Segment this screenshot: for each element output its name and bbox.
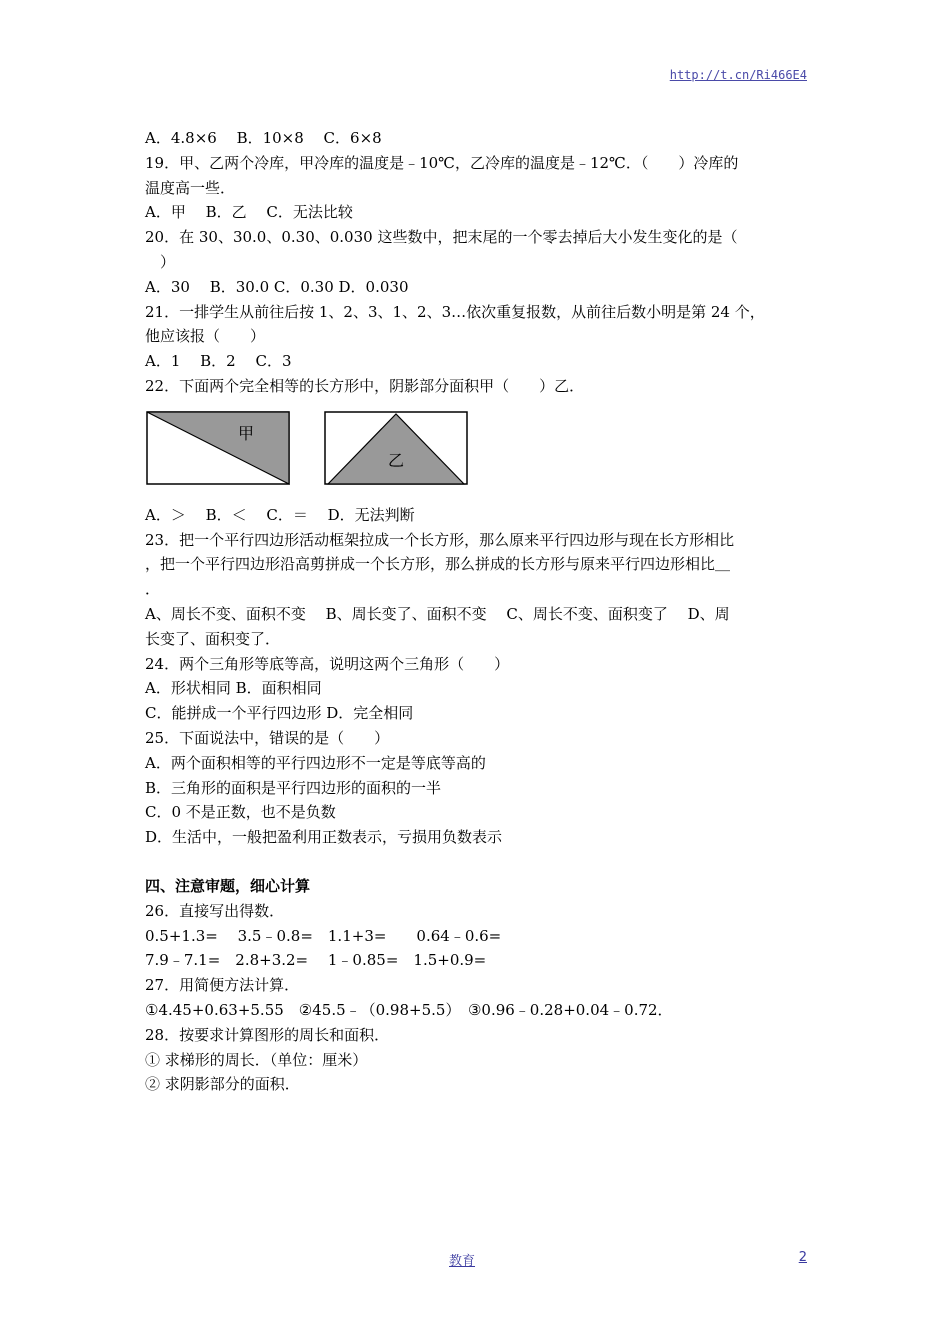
- footer-link[interactable]: 教育: [449, 1254, 476, 1269]
- text-line: A．＞ B．＜ C．＝ D．无法判断: [145, 505, 415, 524]
- text-line: ）: [145, 252, 176, 271]
- text-line: 长变了、面积变了．: [145, 629, 281, 648]
- page-number: 2: [798, 1250, 807, 1265]
- text-line: 27．用简便方法计算．: [145, 976, 300, 995]
- text-line: 21．一排学生从前往后按 1、2、3、1、2、3…依次重复报数，从前往后数小明是第 24 个，: [145, 302, 765, 321]
- text-line: A．1 B．2 C．3: [145, 352, 292, 371]
- header-link[interactable]: http://t.cn/Ri466E4: [669, 68, 807, 82]
- text-line: 19．甲、乙两个冷库，甲冷库的温度是﹣10℃，乙冷库的温度是﹣12℃．（ ）冷库的: [145, 153, 739, 172]
- text-line: ．: [145, 580, 161, 599]
- text-line: A．30 B．30.0 C．0.30 D．0.030: [145, 277, 409, 296]
- label-yi: 乙: [388, 451, 405, 470]
- section-gap: [145, 850, 810, 874]
- text-line: 25．下面说法中，错误的是（ ）: [145, 728, 390, 747]
- text-line: 28．按要求计算图形的周长和面积．: [145, 1025, 390, 1044]
- question-block-c: [145, 899, 810, 1097]
- question-block-b: [145, 503, 810, 850]
- text-line: D．生活中，一般把盈利用正数表示，亏损用负数表示: [145, 828, 503, 847]
- text-line: A．两个面积相等的平行四边形不一定是等底等高的: [145, 753, 486, 772]
- text-line: C．0 不是正数，也不是负数: [145, 803, 336, 822]
- text-line: 20．在 30、30.0、0.30、0.030 这些数中，把末尾的一个零去掉后大小发生变化的是（: [145, 228, 738, 247]
- text-line: 22．下面两个完全相等的长方形中，阴影部分面积甲（ ）乙．: [145, 376, 585, 395]
- text-line: A．4.8×6 B．10×8 C．6×8: [145, 129, 382, 147]
- text-line: B．三角形的面积是平行四边形的面积的一半: [145, 778, 442, 797]
- text-line: A．甲 B．乙 C．无法比较: [145, 203, 353, 222]
- figure-svg: [146, 411, 476, 489]
- text-line: ①4.45+0.63+5.55 ②45.5﹣（0.98+5.5） ③0.96﹣0.28+0.04﹣0.72．: [145, 1000, 673, 1019]
- label-jia: 甲: [238, 424, 255, 443]
- document-body: [145, 126, 810, 1097]
- text-line: ① 求梯形的周长．（单位：厘米）: [145, 1050, 368, 1069]
- section-title: 四、注意审题，细心计算: [145, 876, 311, 895]
- rectangle-figures: [146, 411, 476, 493]
- text-line: ② 求阴影部分的面积．: [145, 1075, 300, 1094]
- text-line: 0.5+1.3= 3.5﹣0.8= 1.1+3= 0.64﹣0.6=: [145, 926, 502, 945]
- text-line: 温度高一些．: [145, 178, 236, 197]
- text-line: A、周长不变、面积不变 B、周长变了、面积不变 C、周长不变、面积变了 D、周: [145, 604, 730, 623]
- text-line: 24．两个三角形等底等高，说明这两个三角形（ ）: [145, 654, 510, 673]
- text-line: 7.9﹣7.1= 2.8+3.2= 1﹣0.85= 1.5+0.9=: [145, 951, 487, 970]
- question-block-a: [145, 126, 810, 399]
- text-line: C．能拼成一个平行四边形 D．完全相同: [145, 704, 414, 723]
- text-line: 23．把一个平行四边形活动框架拉成一个长方形，那么原来平行四边形与现在长方形相比: [145, 530, 735, 549]
- text-line: ，把一个平行四边形沿高剪拼成一个长方形，那么拼成的长方形与原来平行四边形相比＿: [145, 555, 731, 574]
- text-line: 他应该报（ ）: [145, 327, 266, 346]
- text-line: A．形状相同 B．面积相同: [145, 679, 322, 698]
- text-line: 26．直接写出得数．: [145, 901, 285, 920]
